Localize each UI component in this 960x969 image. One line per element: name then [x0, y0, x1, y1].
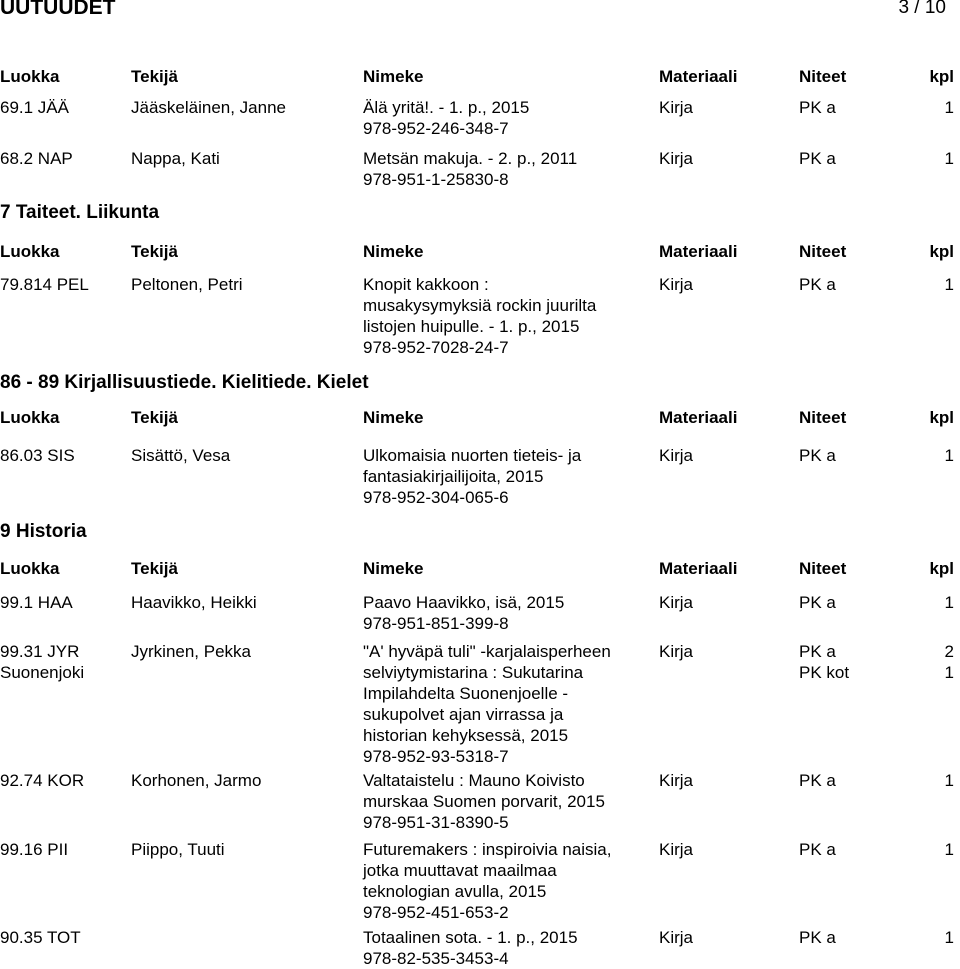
entry-title-line: Ulkomaisia nuorten tieteis- ja: [363, 446, 582, 465]
column-header-nimeke: Nimeke: [363, 408, 424, 427]
entry-author: Haavikko, Heikki: [131, 593, 257, 612]
entry-title: [363, 839, 653, 923]
entry-location-line: PK a: [799, 642, 836, 661]
entry-title-line: 978-952-304-065-6: [363, 488, 509, 507]
entry-material: Kirja: [659, 928, 694, 947]
entry-location-line: PK a: [799, 928, 836, 947]
column-header-row: [0, 408, 960, 430]
column-header-nimeke: Nimeke: [363, 67, 424, 86]
entry-title: [363, 274, 653, 358]
entry-copies-location: [799, 274, 836, 295]
column-header-materiaali: Materiaali: [659, 67, 738, 86]
column-header-row: [0, 559, 960, 581]
entry-class: [0, 592, 125, 613]
column-header-materiaali: Materiaali: [659, 559, 738, 578]
entry-title-line: Älä yritä!. - 1. p., 2015: [363, 98, 530, 117]
entry-count-line: 1: [944, 663, 954, 682]
column-header-luokka: Luokka: [0, 408, 60, 427]
entry-material: Kirja: [659, 642, 694, 661]
entry-class-line: 99.31 JYR: [0, 642, 80, 661]
entry-title-line: historian kehyksessä, 2015: [363, 726, 569, 745]
entry-count: [940, 274, 954, 295]
section-title: 7 Taiteet. Liikunta: [0, 202, 160, 223]
entry-class-line: 69.1 JÄÄ: [0, 98, 69, 117]
entry-material: Kirja: [659, 593, 694, 612]
entry-count-line: 1: [944, 275, 954, 294]
entry-count-line: 1: [944, 446, 954, 465]
entry-location-line: PK a: [799, 98, 836, 117]
entry-title-line: 978-951-851-399-8: [363, 614, 509, 633]
column-header-kpl: kpl: [929, 559, 954, 578]
entry-title-line: Valtataistelu : Mauno Koivisto: [363, 771, 585, 790]
column-header-kpl: kpl: [929, 242, 954, 261]
entry-count: [940, 770, 954, 791]
column-header-luokka: Luokka: [0, 67, 60, 86]
column-header-materiaali: Materiaali: [659, 408, 738, 427]
entry-copies-location: [799, 927, 836, 948]
entry-title-line: 978-952-451-653-2: [363, 903, 509, 922]
entry-title-line: sukupolvet ajan virrassa ja: [363, 705, 564, 724]
entry-title-line: Impilahdelta Suonenjoelle -: [363, 684, 569, 703]
entry-title-line: Knopit kakkoon :: [363, 275, 489, 294]
entry-count-line: 1: [944, 593, 954, 612]
entry-copies-location: [799, 839, 836, 860]
column-header-row: [0, 67, 960, 89]
entry-location-line: PK a: [799, 593, 836, 612]
entry-title-line: jotka muuttavat maailmaa: [363, 861, 557, 880]
entry-copies-location: [799, 148, 836, 169]
entry-author: Jyrkinen, Pekka: [131, 642, 251, 661]
entry-title-line: Paavo Haavikko, isä, 2015: [363, 593, 565, 612]
entry-location-line: PK a: [799, 446, 836, 465]
entry-count: [940, 592, 954, 613]
entry-copies-location: [799, 770, 836, 791]
page-number: 3 / 10: [898, 0, 946, 18]
entry-material: Kirja: [659, 149, 694, 168]
entry-title-line: Futuremakers : inspiroivia naisia,: [363, 840, 612, 859]
entry-title-line: 978-952-7028-24-7: [363, 338, 509, 357]
column-header-tekija: Tekijä: [131, 408, 178, 427]
entry-count: [940, 445, 954, 466]
entry-copies-location: [799, 97, 836, 118]
entry-copies-location: [799, 592, 836, 613]
entry-material: Kirja: [659, 771, 694, 790]
column-header-tekija: Tekijä: [131, 242, 178, 261]
column-header-kpl: kpl: [929, 408, 954, 427]
entry-count-line: 1: [944, 771, 954, 790]
entry-title-line: teknologian avulla, 2015: [363, 882, 547, 901]
entry-location-line: PK kot: [799, 663, 850, 682]
entry-author: Jääskeläinen, Janne: [131, 98, 287, 117]
entry-count: [940, 148, 954, 169]
page-title: UUTUUDET: [0, 0, 116, 19]
entry-count: [940, 839, 954, 860]
entry-copies-location: [799, 445, 836, 466]
section-title: 86 - 89 Kirjallisuustiede. Kielitiede. Kielet: [0, 372, 369, 393]
entry-title-line: 978-951-1-25830-8: [363, 170, 509, 189]
entry-copies-location: [799, 641, 849, 683]
entry-title-line: selviytymistarina : Sukutarina: [363, 663, 584, 682]
entry-title: [363, 148, 653, 190]
column-header-nimeke: Nimeke: [363, 242, 424, 261]
entry-material: Kirja: [659, 446, 694, 465]
entry-title-line: 978-952-93-5318-7: [363, 747, 509, 766]
entry-title: [363, 97, 653, 139]
column-header-niteet: Niteet: [799, 242, 847, 261]
entry-class-line: 90.35 TOT: [0, 928, 81, 947]
entry-class-line: 92.74 KOR: [0, 771, 85, 790]
column-header-niteet: Niteet: [799, 67, 847, 86]
entry-author: Piippo, Tuuti: [131, 840, 225, 859]
column-header-luokka: Luokka: [0, 242, 60, 261]
entry-class: [0, 97, 125, 118]
entry-location-line: PK a: [799, 771, 836, 790]
entry-author: Sisättö, Vesa: [131, 446, 231, 465]
entry-class: [0, 770, 125, 791]
entry-count: [940, 641, 954, 683]
entry-title-line: 978-951-31-8390-5: [363, 813, 509, 832]
column-header-luokka: Luokka: [0, 559, 60, 578]
entry-class-line: 99.16 PII: [0, 840, 69, 859]
column-header-tekija: Tekijä: [131, 559, 178, 578]
entry-class: [0, 641, 125, 683]
entry-title-line: "A' hyväpä tuli" -karjalaisperheen: [363, 642, 611, 661]
entry-count-line: 1: [944, 149, 954, 168]
entry-count: [940, 97, 954, 118]
entry-count-line: 2: [944, 642, 954, 661]
entry-title-line: Totaalinen sota. - 1. p., 2015: [363, 928, 578, 947]
entry-title-line: listojen huipulle. - 1. p., 2015: [363, 317, 580, 336]
entry-title: [363, 592, 653, 634]
entry-class: [0, 839, 125, 860]
entry-class-line: 68.2 NAP: [0, 149, 73, 168]
section-title: 9 Historia: [0, 521, 87, 542]
column-header-niteet: Niteet: [799, 559, 847, 578]
entry-count-line: 1: [944, 98, 954, 117]
entry-material: Kirja: [659, 98, 694, 117]
entry-location-line: PK a: [799, 149, 836, 168]
column-header-niteet: Niteet: [799, 408, 847, 427]
column-header-materiaali: Materiaali: [659, 242, 738, 261]
entry-class: [0, 927, 125, 948]
entry-class: [0, 148, 125, 169]
entry-title-line: musakysymyksiä rockin juurilta: [363, 296, 597, 315]
column-header-tekija: Tekijä: [131, 67, 178, 86]
entry-title-line: Metsän makuja. - 2. p., 2011: [363, 149, 578, 168]
entry-title-line: 978-952-246-348-7: [363, 119, 509, 138]
entry-title: [363, 445, 653, 508]
entry-class-line: 86.03 SIS: [0, 446, 75, 465]
entry-material: Kirja: [659, 275, 694, 294]
entry-class-line: 79.814 PEL: [0, 275, 89, 294]
entry-material: Kirja: [659, 840, 694, 859]
entry-class-line: 99.1 HAA: [0, 593, 73, 612]
entry-class: [0, 274, 125, 295]
entry-count: [940, 927, 954, 948]
entry-isbn: 978-82-535-3453-4: [363, 949, 509, 968]
entry-count-line: 1: [944, 928, 954, 947]
entry-title-line: fantasiakirjailijoita, 2015: [363, 467, 544, 486]
entry-title-line: murskaa Suomen porvarit, 2015: [363, 792, 605, 811]
column-header-nimeke: Nimeke: [363, 559, 424, 578]
column-header-row: [0, 242, 960, 264]
entry-author: Korhonen, Jarmo: [131, 771, 262, 790]
entry-class-line: Suonenjoki: [0, 663, 85, 682]
entry-author: Peltonen, Petri: [131, 275, 243, 294]
entry-class: [0, 445, 125, 466]
column-header-kpl: kpl: [929, 67, 954, 86]
entry-title: [363, 770, 653, 833]
entry-author: Nappa, Kati: [131, 149, 220, 168]
entry-count-line: 1: [944, 840, 954, 859]
entry-title: [363, 641, 653, 767]
entry-location-line: PK a: [799, 840, 836, 859]
entry-location-line: PK a: [799, 275, 836, 294]
